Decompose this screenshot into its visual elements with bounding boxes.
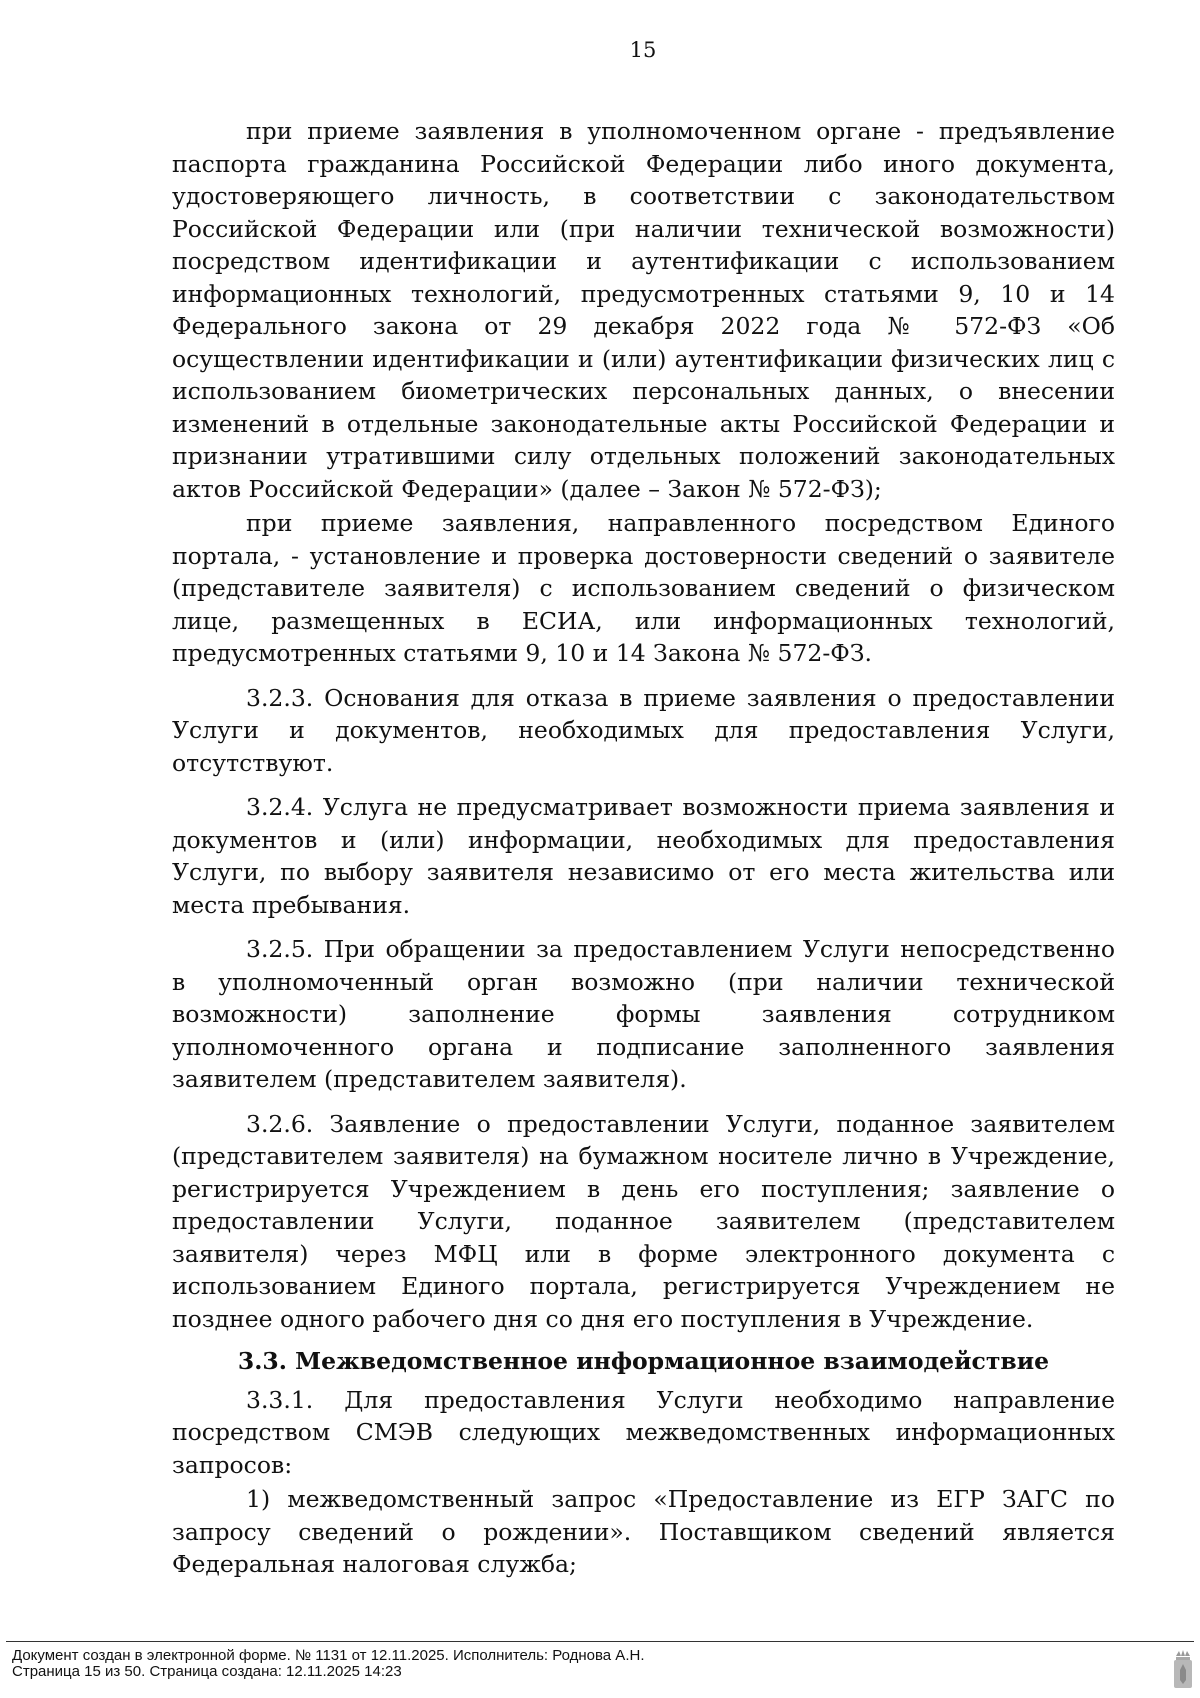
paragraph-3-2-5: 3.2.5. При обращении за предоставлением Услуги непосредственно в уполномоченный орган возможно (при наличии технической возможности) заполнение формы заявления сотрудником уполномоченного органа и подписание заполненного заявления заявителем (представителем заявителя).: [172, 935, 1115, 1093]
coat-of-arms-icon: [1172, 1648, 1194, 1690]
paragraph-3-3-1: 3.3.1. Для предоставления Услуги необходимо направление посредством СМЭВ следующих межведомственных информационных запросов:: [172, 1385, 1115, 1479]
paragraph-3-2-3: 3.2.3. Основания для отказа в приеме заявления о предоставлении Услуги и документов, необходимых для предоставления Услуги, отсутствуют.: [172, 683, 1115, 777]
paragraph-identity-verification-portal: при приеме заявления, направленного посредством Единого портала, - установление и проверка достоверности сведений о заявителе (представителе заявителя) с использованием сведений о физическом лице, размещенных в ЕСИА, или информационных технологий, предусмотренных статьями 9, 10 и 14 Закона № 572-ФЗ.: [172, 509, 1115, 667]
footer-line-1: Документ создан в электронной форме. № 1131 от 12.11.2025. Исполнитель: Роднова А.Н.: [12, 1647, 645, 1664]
footer-line-2: Страница 15 из 50. Страница создана: 12.11.2025 14:23: [12, 1663, 402, 1680]
paragraph-3-2-4: 3.2.4. Услуга не предусматривает возможности приема заявления и документов и (или) информации, необходимых для предоставления Услуги, по выбору заявителя независимо от его места жительства или места пребывания.: [172, 793, 1115, 919]
paragraph-request-1: 1) межведомственный запрос «Предоставление из ЕГР ЗАГС по запросу сведений о рождении». Поставщиком сведений является Федеральная налоговая служба;: [172, 1485, 1115, 1578]
section-heading-3-3: 3.3. Межведомственное информационное взаимодействие: [237, 1347, 1050, 1375]
document-body: [172, 115, 1115, 1581]
paragraph-identity-verification-office: при приеме заявления в уполномоченном органе - предъявление паспорта гражданина Российской Федерации либо иного документа, удостоверяющего личность, в соответствии с законодательством Российской Федерации или (при наличии технической возможности) посредством идентификации и аутентификации с использованием информационных технологий, предусмотренных статьями 9, 10 и 14 Федерального закона от 29 декабря 2022 года № 572-ФЗ «Об осуществлении идентификации и (или) аутентификации физических лиц с использованием биометрических персональных данных, о внесении изменений в отдельные законодательные акты Российской Федерации и признании утратившими силу отдельных положений законодательных актов Российской Федерации» (далее – Закон № 572-ФЗ);: [172, 117, 1115, 503]
footer: [12, 1648, 644, 1680]
paragraph-3-2-6: 3.2.6. Заявление о предоставлении Услуги, поданное заявителем (представителем заявителя) на бумажном носителе лично в Учреждение, регистрируется Учреждением в день его поступления; заявление о предоставлении Услуги, поданное заявителем (представителем заявителя) через МФЦ или в форме электронного документа с использованием Единого портала, регистрируется Учреждением не позднее одного рабочего дня со дня его поступления в Учреждение.: [172, 1109, 1115, 1333]
footer-divider: [6, 1641, 1194, 1642]
page-number: 15: [629, 38, 657, 62]
